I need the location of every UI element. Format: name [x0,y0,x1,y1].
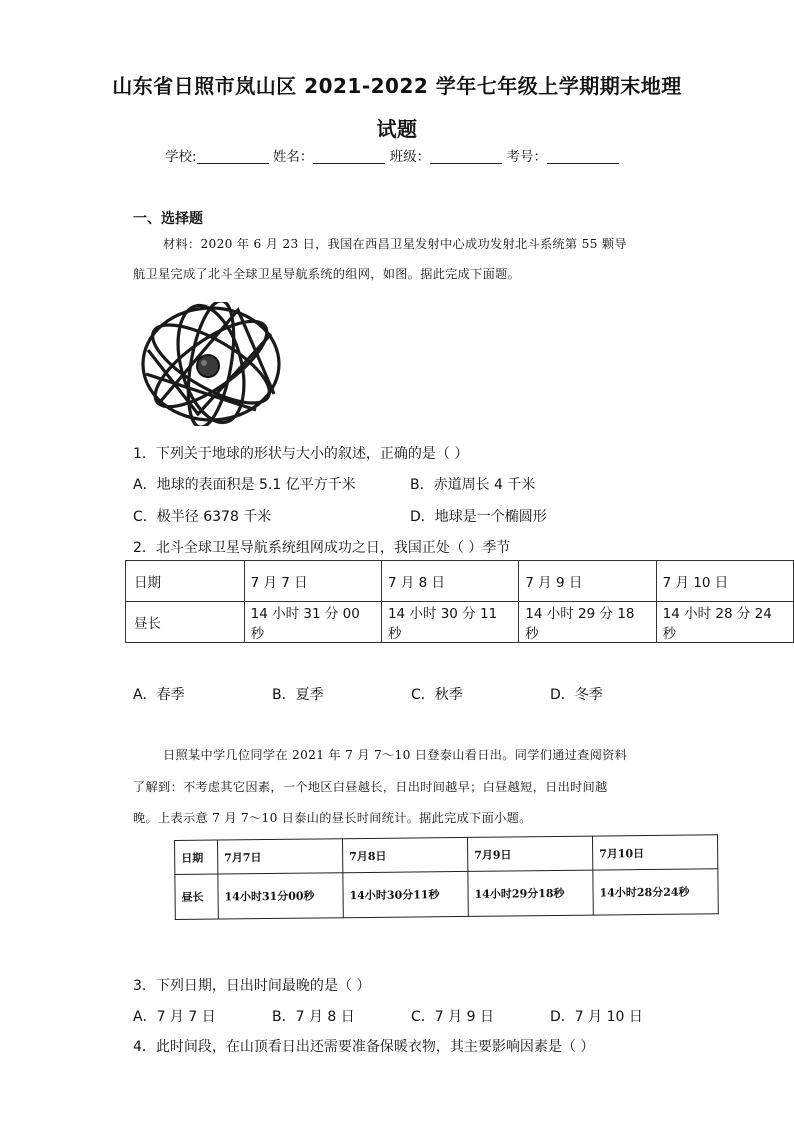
q2-option-b[interactable]: B．夏季 [272,687,324,703]
material2-line1: 日照某中学几位同学在 2021 年 7 月 7～10 日登泰山看日出。同学们通过查阅资料 [163,748,628,762]
table-cell: 14 小时 29 分 18 秒 [519,602,656,643]
table-row [175,869,718,920]
table-cell: 昼长 [126,602,245,643]
question-4-stem: 4．此时间段，在山顶看日出还需要准备保暖衣物，其主要影响因素是（ ） [133,1039,595,1055]
material2-line2: 了解到：不考虑其它因素，一个地区白昼越长，日出时间越早；白昼越短，日出时间越 [133,780,608,794]
school-blank[interactable] [197,149,269,164]
q1-option-a[interactable]: A．地球的表面积是 5.1 亿平方千米 [133,477,356,493]
q2-option-d[interactable]: D．冬季 [550,687,603,703]
section-heading: 一、选择题 [133,211,203,227]
table-header-cell: 日期 [126,561,245,602]
student-info-line [165,145,619,165]
question-3-stem: 3．下列日期，日出时间最晚的是（ ） [133,978,371,994]
table-cell: 14 小时 28 分 24 秒 [656,602,793,643]
table-cell: 14小时29分18秒 [468,870,593,916]
table-cell: 14小时31分00秒 [218,873,343,919]
table-header-cell: 7 月 8 日 [381,561,518,602]
class-label: 班级： [389,149,431,165]
exam-number-label: 考号： [506,149,547,165]
scanned-day-length-table [174,834,719,920]
question-2-stem: 2．北斗全球卫星导航系统组网成功之日，我国正处（ ）季节 [133,540,511,556]
exam-number-blank[interactable] [547,149,619,164]
table-cell: 14 小时 30 分 11 秒 [381,602,518,643]
table-cell: 14小时30分11秒 [343,871,468,917]
name-label: 姓名： [272,149,314,165]
table-header-cell: 7 月 10 日 [656,561,793,602]
q2-option-a[interactable]: A．春季 [133,687,185,703]
table-cell: 14 小时 31 分 00 秒 [244,602,381,643]
q1-option-c[interactable]: C．极半径 6378 千米 [133,509,272,525]
q2-option-c[interactable]: C．秋季 [411,687,463,703]
material1-line2: 航卫星完成了北斗全球卫星导航系统的组网，如图。据此完成下面题。 [133,267,521,281]
table-header-cell: 7月10日 [592,835,717,870]
table-header-cell: 7 月 9 日 [519,561,656,602]
table-cell: 昼长 [175,874,218,919]
table-row [126,602,794,643]
beidou-satellite-orbit-image [136,302,286,426]
table-header-cell: 日期 [175,840,218,874]
question-1-stem: 1．下列关于地球的形状与大小的叙述，正确的是（ ） [133,446,469,462]
q3-option-a[interactable]: A．7 月 7 日 [133,1009,216,1025]
table-row [126,561,794,602]
table-cell: 14小时28分24秒 [593,869,718,915]
q3-option-b[interactable]: B．7 月 8 日 [272,1009,355,1025]
day-length-table [125,560,794,643]
q1-option-d[interactable]: D．地球是一个椭圆形 [410,509,547,525]
q1-option-b[interactable]: B．赤道周长 4 千米 [410,477,536,493]
table-header-cell: 7月8日 [342,837,467,872]
name-blank[interactable] [313,149,385,164]
table-header-cell: 7月7日 [218,839,343,874]
q3-option-c[interactable]: C．7 月 9 日 [411,1009,494,1025]
table-row [175,835,718,875]
q3-option-d[interactable]: D．7 月 10 日 [550,1009,643,1025]
table-header-cell: 7月9日 [467,836,592,871]
table-header-cell: 7 月 7 日 [244,561,381,602]
page-title-line2: 试题 [376,117,418,141]
class-blank[interactable] [430,149,502,164]
school-label: 学校: [165,149,197,165]
material1-line1: 材料：2020 年 6 月 23 日，我国在西昌卫星发射中心成功发射北斗系统第 55 颗导 [163,237,627,251]
page-title: 山东省日照市岚山区 2021-2022 学年七年级上学期期末地理 [112,74,682,98]
material2-line3: 晚。上表示意 7 月 7～10 日泰山的昼长时间统计。据此完成下面小题。 [133,811,532,825]
